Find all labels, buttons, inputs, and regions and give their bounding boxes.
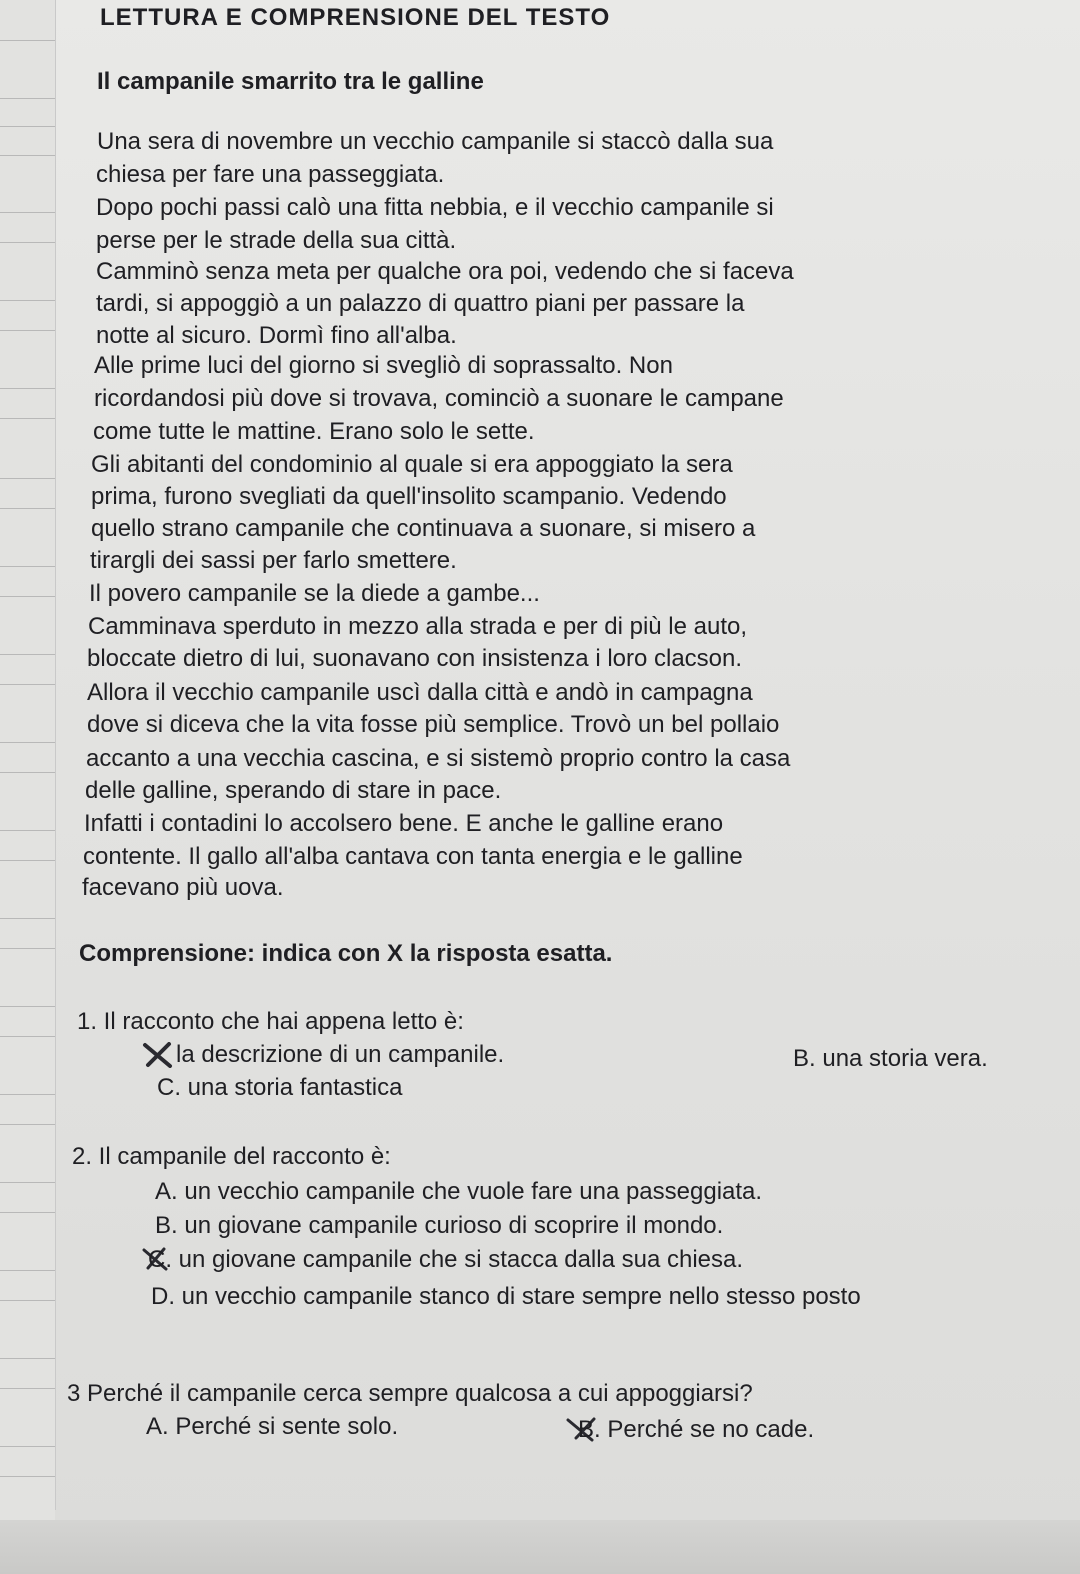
story-line: dove si diceva che la vita fosse più semplice. Trovò un bel pollaio [87, 711, 780, 738]
story-line: come tutte le mattine. Erano solo le sette. [93, 418, 535, 445]
story-line: delle galline, sperando di stare in pace. [85, 777, 502, 804]
question-2: 2. Il campanile del racconto è: [72, 1143, 391, 1170]
story-line: contente. Il gallo all'alba cantava con tanta energia e le galline [83, 843, 743, 870]
q2-option-c[interactable]: C. un giovane campanile che si stacca dalla sua chiesa. [148, 1246, 744, 1273]
q1-option-c[interactable]: C. una storia fantastica [157, 1074, 403, 1101]
story-line: facevano più uova. [82, 874, 284, 901]
question-3: 3 Perché il campanile cerca sempre qualcosa a cui appoggiarsi? [67, 1380, 753, 1407]
q3-option-a[interactable]: A. Perché si sente solo. [146, 1413, 399, 1440]
story-line: tirargli dei sassi per farlo smettere. [90, 547, 457, 574]
question-1: 1. Il racconto che hai appena letto è: [77, 1008, 464, 1035]
q1-option-b[interactable]: B. una storia vera. [793, 1045, 988, 1072]
story-line: notte al sicuro. Dormì fino all'alba. [96, 322, 457, 349]
q2-option-b[interactable]: B. un giovane campanile curioso di scoprire il mondo. [155, 1212, 724, 1239]
story-line: Allora il vecchio campanile uscì dalla città e andò in campagna [87, 679, 753, 706]
story-title: Il campanile smarrito tra le galline [97, 68, 484, 95]
q2-option-d[interactable]: D. un vecchio campanile stanco di stare sempre nello stesso posto [151, 1283, 861, 1310]
story-line: perse per le strade della sua città. [96, 227, 457, 254]
story-line: Il povero campanile se la diede a gambe... [89, 580, 540, 607]
story-line: quello strano campanile che continuava a suonare, si misero a [91, 515, 756, 542]
q2-option-a[interactable]: A. un vecchio campanile che vuole fare una passeggiata. [155, 1178, 763, 1205]
story-line: Dopo pochi passi calò una fitta nebbia, e il vecchio campanile si [96, 194, 774, 221]
story-line: bloccate dietro di lui, suonavano con insistenza i loro clacson. [87, 645, 743, 672]
q1-option-a[interactable]: la descrizione di un campanile. [176, 1041, 505, 1068]
notebook-page-edge [0, 0, 55, 1520]
q3-option-b[interactable]: B. Perché se no cade. [578, 1416, 815, 1443]
story-line: Alle prime luci del giorno si svegliò di soprassalto. Non [94, 352, 673, 379]
story-line: Gli abitanti del condominio al quale si era appoggiato la sera [91, 451, 733, 478]
story-line: chiesa per fare una passeggiata. [96, 161, 445, 188]
story-line: accanto a una vecchia cascina, e si sistemò proprio contro la casa [86, 745, 791, 772]
story-line: ricordandosi più dove si trovava, cominciò a suonare le campane [94, 385, 784, 412]
story-line: Camminò senza meta per qualche ora poi, vedendo che si faceva [96, 258, 794, 285]
story-line: Camminava sperduto in mezzo alla strada e per di più le auto, [88, 613, 748, 640]
story-line: Infatti i contadini lo accolsero bene. E anche le galline erano [84, 810, 724, 837]
page-title: LETTURA E COMPRENSIONE DEL TESTO [100, 4, 611, 31]
story-line: Una sera di novembre un vecchio campanile si staccò dalla sua [97, 128, 774, 155]
story-line: prima, furono svegliati da quell'insolito scampanio. Vedendo [91, 483, 727, 510]
story-line: tardi, si appoggiò a un palazzo di quattro piani per passare la [96, 290, 745, 317]
page-bottom-shadow [0, 1520, 1080, 1574]
margin-line [55, 0, 56, 1510]
pencil-x-mark-icon [142, 1042, 174, 1068]
comprehension-instruction: Comprensione: indica con X la risposta esatta. [79, 940, 613, 967]
